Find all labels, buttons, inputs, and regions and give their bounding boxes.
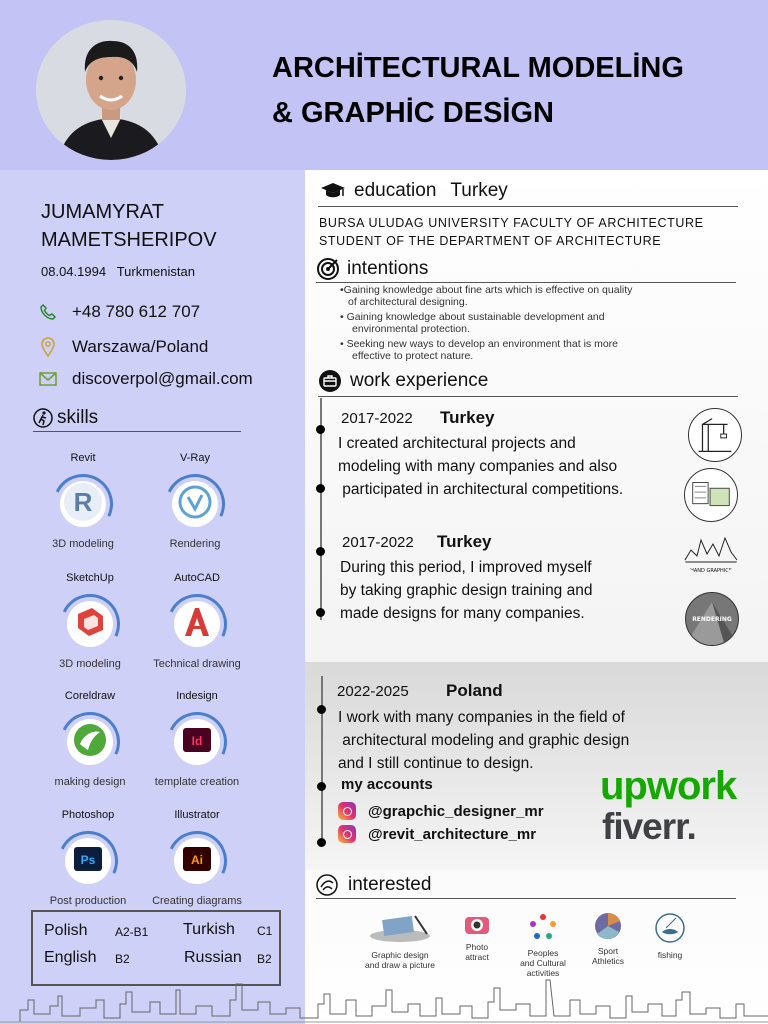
phone-icon bbox=[38, 302, 58, 322]
building-sketch-image bbox=[684, 468, 738, 522]
svg-text:R: R bbox=[73, 486, 93, 517]
skill-caption: Rendering bbox=[169, 538, 221, 550]
title-line-2: & GRAPHİC DESİGN bbox=[272, 97, 554, 129]
drawing-tools-icon bbox=[352, 912, 448, 946]
contact-location bbox=[38, 337, 208, 357]
skill-revit bbox=[28, 452, 138, 550]
skill-ring bbox=[50, 823, 127, 900]
education-country: Turkey bbox=[450, 180, 508, 201]
skill-ring bbox=[159, 704, 236, 781]
skill-name: Coreldraw bbox=[64, 690, 116, 702]
skill-ring bbox=[52, 586, 129, 663]
interest-label: Photo bbox=[465, 942, 489, 952]
contact-phone[interactable] bbox=[38, 302, 200, 322]
skill-indesign bbox=[142, 690, 252, 788]
language-level: B2 bbox=[115, 952, 130, 966]
language-name: Polish bbox=[44, 922, 88, 939]
timeline-dot bbox=[316, 547, 325, 556]
crane-sketch-image bbox=[688, 408, 742, 462]
fishing-icon bbox=[648, 912, 692, 946]
target-icon bbox=[316, 257, 340, 281]
sketchup-logo-icon bbox=[70, 602, 110, 647]
birth-info bbox=[41, 264, 195, 279]
skill-caption: template creation bbox=[154, 776, 240, 788]
phone-number: +48 780 612 707 bbox=[72, 302, 201, 321]
interested-divider bbox=[316, 898, 736, 899]
interest-label: Sport bbox=[597, 946, 619, 956]
work-line: by taking graphic design training and bbox=[340, 582, 593, 599]
language-name: Turkish bbox=[183, 921, 235, 938]
envelope-icon bbox=[38, 369, 58, 389]
skill-sketchup bbox=[35, 572, 145, 670]
camera-icon bbox=[455, 912, 499, 938]
timeline-dot bbox=[317, 782, 326, 791]
education-divider bbox=[318, 206, 738, 207]
skill-vray bbox=[140, 452, 250, 550]
interested-heading-text: interested bbox=[348, 874, 432, 895]
skill-caption: 3D modeling bbox=[59, 658, 121, 670]
instagram-icon bbox=[338, 825, 356, 843]
skills-divider bbox=[33, 431, 241, 432]
instagram-icon bbox=[338, 802, 356, 820]
revit-logo-icon bbox=[63, 482, 103, 527]
svg-text:Id: Id bbox=[191, 733, 203, 748]
interest-label: and draw a picture bbox=[365, 960, 435, 970]
interest-label: Athletics bbox=[591, 956, 625, 966]
sport-athletics-icon bbox=[584, 912, 632, 942]
skill-caption: 3D modeling bbox=[52, 538, 114, 550]
language-level: B2 bbox=[257, 952, 272, 966]
people-circle-icon bbox=[514, 912, 572, 944]
work-period: 2017-2022 bbox=[342, 534, 414, 551]
language-level: C1 bbox=[257, 924, 273, 938]
interest-label: and Cultural bbox=[520, 958, 566, 968]
interest-item bbox=[584, 912, 632, 966]
svg-text:Ps: Ps bbox=[80, 852, 96, 867]
interest-item bbox=[352, 912, 448, 970]
runner-icon bbox=[316, 874, 338, 896]
interested-heading bbox=[316, 874, 431, 896]
page-title bbox=[272, 46, 684, 136]
education-heading bbox=[320, 180, 508, 202]
interest-item bbox=[455, 912, 499, 962]
svg-text:Ai: Ai bbox=[191, 852, 203, 867]
work-period: 2017-2022 bbox=[341, 410, 413, 427]
walking-person-icon bbox=[33, 408, 53, 428]
intention-item bbox=[340, 312, 605, 335]
instagram-account[interactable] bbox=[338, 802, 544, 820]
rendering-image bbox=[685, 592, 739, 646]
contact-email[interactable] bbox=[38, 369, 253, 389]
timeline-dot bbox=[316, 608, 325, 617]
interest-item bbox=[648, 912, 692, 960]
skill-autocad bbox=[142, 572, 252, 670]
timeline-dot bbox=[316, 484, 325, 493]
city-skyline-illustration bbox=[0, 970, 768, 1024]
intention-line: effective to protect nature. bbox=[352, 349, 474, 362]
photoshop-logo-icon bbox=[68, 839, 108, 884]
name-line-2: MAMETSHERIPOV bbox=[41, 229, 217, 251]
intention-line: of architectural designing. bbox=[348, 295, 468, 308]
timeline-line bbox=[321, 676, 323, 844]
intention-item bbox=[340, 285, 632, 308]
education-line: STUDENT OF THE DEPARTMENT OF ARCHITECTURE bbox=[319, 234, 662, 248]
interest-label: activities bbox=[526, 968, 560, 978]
interest-label: fishing bbox=[657, 950, 683, 960]
work-line: modeling with many companies and also bbox=[338, 458, 618, 475]
intentions-heading-text: intentions bbox=[347, 258, 429, 279]
location-pin-icon bbox=[38, 337, 58, 357]
upwork-logo-text: upwork bbox=[600, 764, 737, 808]
intention-line: •Gaining knowledge about fine arts which is effective on quality bbox=[340, 284, 633, 296]
work-description bbox=[338, 432, 623, 501]
upwork-logo[interactable] bbox=[600, 764, 736, 809]
work-description bbox=[340, 556, 592, 625]
title-line-1: ARCHİTECTURAL MODELİNG bbox=[272, 52, 684, 84]
work-line: I created architectural projects and bbox=[338, 435, 576, 452]
intention-line: environmental protection. bbox=[352, 322, 470, 335]
accounts-heading: my accounts bbox=[341, 776, 433, 793]
work-line: and I still continue to design. bbox=[338, 755, 534, 772]
work-description bbox=[338, 706, 629, 775]
skills-heading bbox=[33, 407, 98, 429]
work-line: participated in architectural competitions. bbox=[338, 481, 624, 498]
skill-name: AutoCAD bbox=[174, 572, 220, 584]
timeline-dot bbox=[316, 425, 325, 434]
graduation-cap-icon bbox=[320, 182, 346, 200]
intentions-heading bbox=[316, 257, 428, 281]
hand-graphics-image bbox=[683, 527, 739, 577]
skill-name: Illustrator bbox=[174, 809, 220, 821]
skill-name: SketchUp bbox=[66, 572, 114, 584]
birth-date: 08.04.1994 bbox=[41, 264, 107, 279]
interest-label: Graphic design bbox=[371, 950, 429, 960]
name-line-1: JUMAMYRAT bbox=[41, 201, 164, 223]
skill-ring bbox=[52, 704, 129, 781]
skill-ring bbox=[159, 823, 236, 900]
work-line: architectural modeling and graphic design bbox=[338, 732, 630, 749]
fiverr-logo[interactable] bbox=[602, 806, 696, 848]
autocad-logo-icon bbox=[177, 602, 217, 647]
indesign-logo-icon bbox=[177, 720, 217, 765]
skills-heading-text: skills bbox=[57, 407, 99, 428]
briefcase-icon bbox=[318, 369, 342, 393]
vray-logo-icon bbox=[175, 482, 215, 527]
skill-name: Indesign bbox=[176, 690, 218, 702]
work-divider bbox=[318, 396, 738, 397]
timeline-dot bbox=[317, 838, 326, 847]
work-country: Turkey bbox=[437, 532, 492, 551]
intentions-divider bbox=[316, 282, 736, 283]
location-text: Warszawa/Poland bbox=[72, 337, 209, 356]
interest-label: attract bbox=[465, 952, 489, 962]
skill-caption: Post production bbox=[49, 895, 127, 907]
education-heading-text: education bbox=[354, 180, 437, 201]
skill-ring bbox=[157, 466, 234, 543]
instagram-handle: @revit_architecture_mr bbox=[368, 825, 537, 843]
coreldraw-logo-icon bbox=[70, 720, 110, 765]
skill-caption: making design bbox=[54, 776, 126, 788]
work-period: 2022-2025 bbox=[337, 683, 409, 700]
work-line: During this period, I improved myself bbox=[340, 559, 592, 576]
interest-item bbox=[514, 912, 572, 978]
skill-caption: Creating diagrams bbox=[152, 895, 242, 907]
profile-photo bbox=[36, 20, 186, 160]
work-country: Poland bbox=[446, 681, 503, 700]
interest-label: Peoples bbox=[527, 948, 559, 958]
skill-name: V-Ray bbox=[180, 452, 210, 464]
skill-ring bbox=[45, 466, 122, 543]
fiverr-logo-text: fiverr. bbox=[602, 806, 696, 847]
skill-name: Revit bbox=[70, 452, 96, 464]
work-country: Turkey bbox=[440, 408, 495, 427]
work-heading bbox=[318, 369, 488, 393]
work-line: I work with many companies in the field of bbox=[338, 709, 625, 726]
skill-coreldraw bbox=[35, 690, 145, 788]
intention-item bbox=[340, 339, 618, 362]
skill-name: Photoshop bbox=[61, 809, 115, 821]
timeline-dot bbox=[317, 705, 326, 714]
language-level: A2-B1 bbox=[115, 925, 149, 939]
instagram-handle: @grapchic_designer_mr bbox=[368, 802, 544, 820]
intention-line: • Gaining knowledge about sustainable development and bbox=[340, 311, 605, 323]
birth-place: Turkmenistan bbox=[116, 264, 195, 279]
illustrator-logo-icon bbox=[177, 839, 217, 884]
email-address: discoverpol@gmail.com bbox=[72, 369, 253, 388]
language-name: English bbox=[44, 949, 97, 966]
intention-line: • Seeking new ways to develop an environment that is more bbox=[340, 338, 618, 350]
language-name: Russian bbox=[184, 949, 242, 966]
skill-photoshop bbox=[33, 809, 143, 907]
skill-illustrator bbox=[142, 809, 252, 907]
person-name bbox=[41, 198, 217, 254]
instagram-account[interactable] bbox=[338, 825, 536, 843]
skill-ring bbox=[159, 586, 236, 663]
work-heading-text: work experience bbox=[350, 370, 489, 391]
work-line: made designs for many companies. bbox=[340, 605, 585, 622]
education-line: BURSA ULUDAG UNIVERSITY FACULTY OF ARCHITECTURE bbox=[319, 216, 704, 230]
image-caption: HAND GRAPHICS bbox=[690, 568, 732, 574]
image-caption: RENDERING bbox=[692, 615, 732, 623]
skill-caption: Technical drawing bbox=[153, 658, 241, 670]
